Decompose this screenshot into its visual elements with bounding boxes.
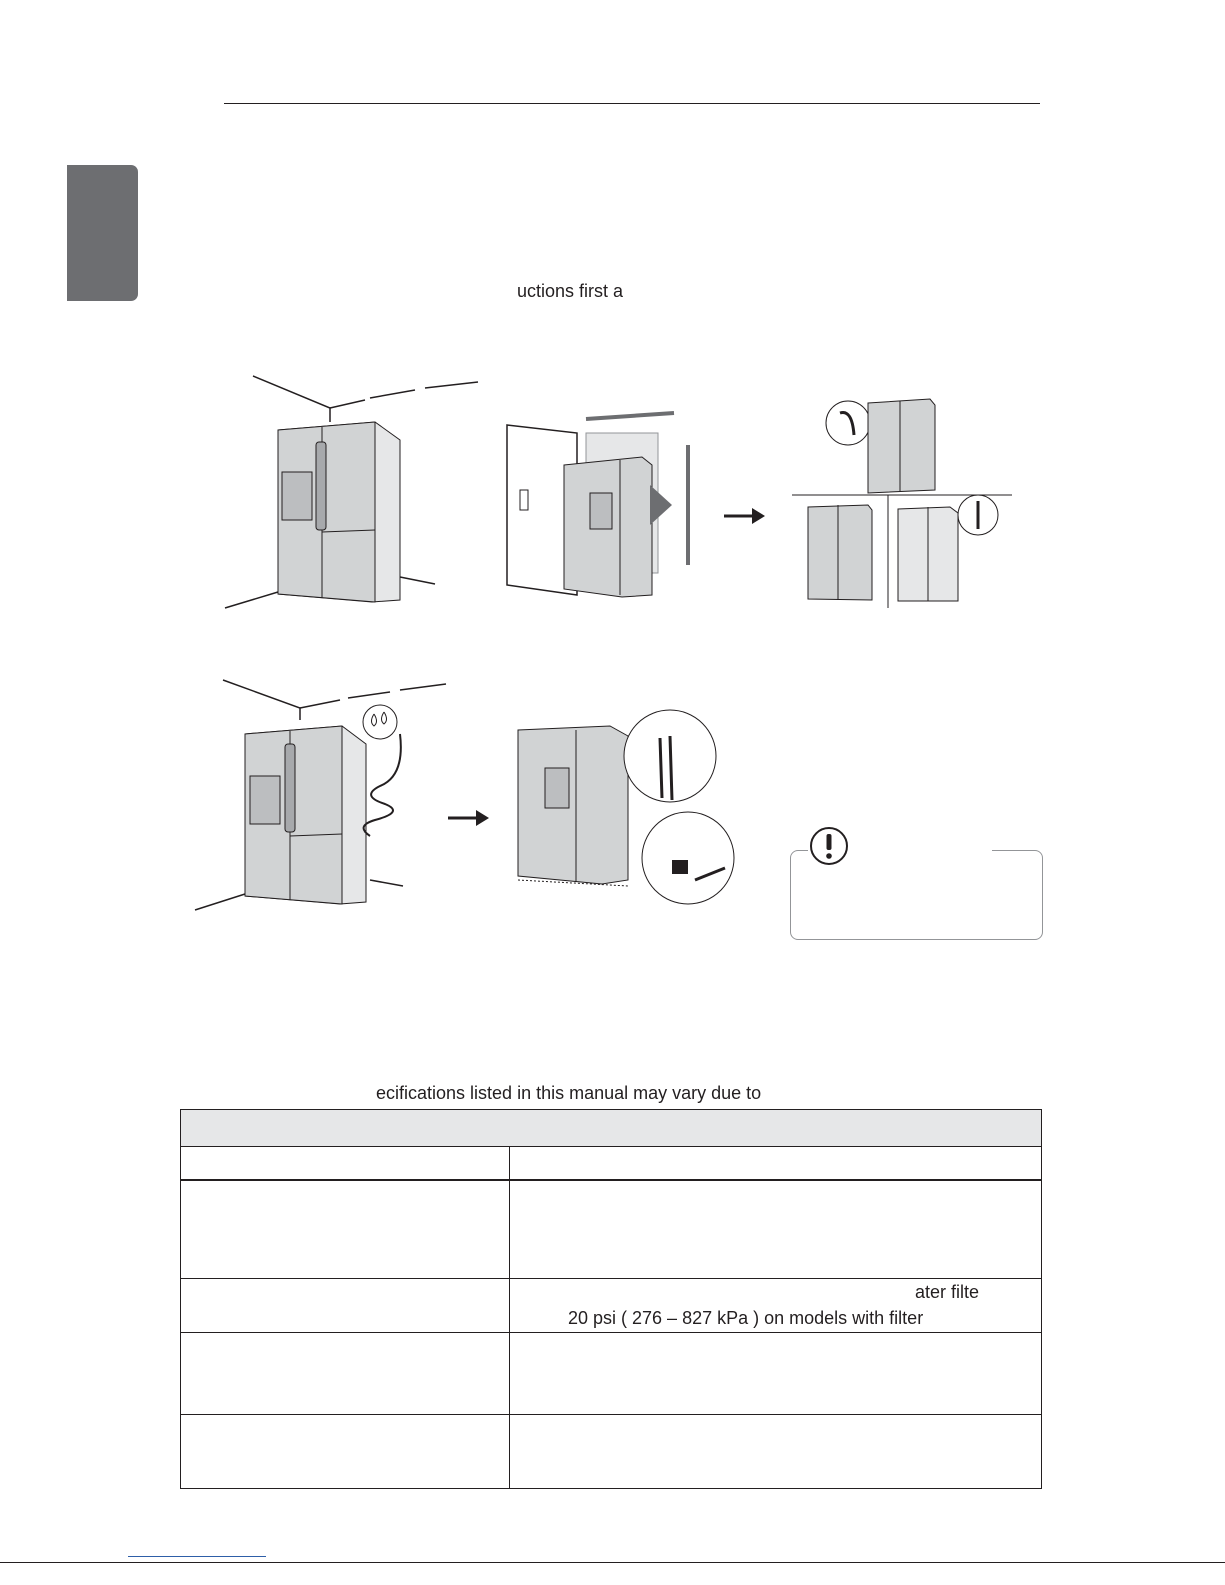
- refrigerator-illustration: [220, 372, 485, 612]
- table-cell-line: ater filte: [914, 1282, 979, 1302]
- table-row: [181, 1414, 1042, 1488]
- door-measure-illustration: [502, 405, 717, 605]
- table-cell: [510, 1414, 1042, 1488]
- table-cell: [510, 1180, 1042, 1278]
- specification-table: [180, 1109, 1042, 1489]
- header-rule: [224, 103, 1040, 104]
- specs-note-fragment: ecifications listed in this manual may vary due to: [376, 1083, 762, 1103]
- table-subheader-row: [181, 1147, 1042, 1181]
- handle-removal-illustration: [790, 395, 1015, 610]
- table-cell: [510, 1332, 1042, 1414]
- table-row: [181, 1332, 1042, 1414]
- table-row: [181, 1278, 1042, 1332]
- table-cell: [181, 1332, 510, 1414]
- table-cell: [181, 1180, 510, 1278]
- table-cell: [510, 1278, 1042, 1332]
- footer-rule: [0, 1562, 1225, 1563]
- footer-link-underline: [128, 1556, 266, 1557]
- section-tab: [67, 165, 138, 301]
- table-cell: [181, 1278, 510, 1332]
- table-cell: [181, 1147, 510, 1181]
- table-cell: [510, 1147, 1042, 1181]
- water-line-illustration: [190, 676, 455, 916]
- table-cell-line: 20 psi ( 276 – 827 kPa ) on models with filter: [568, 1308, 924, 1328]
- table-row: [181, 1180, 1042, 1278]
- arrow-icon: [722, 506, 767, 526]
- caution-icon: [808, 825, 850, 867]
- arrow-icon: [446, 808, 491, 828]
- table-cell: [181, 1414, 510, 1488]
- instructions-fragment: uctions first a: [517, 281, 624, 301]
- leveling-illustration: [510, 708, 738, 906]
- table-header-cell: [181, 1110, 1042, 1147]
- table-header-row: [181, 1110, 1042, 1147]
